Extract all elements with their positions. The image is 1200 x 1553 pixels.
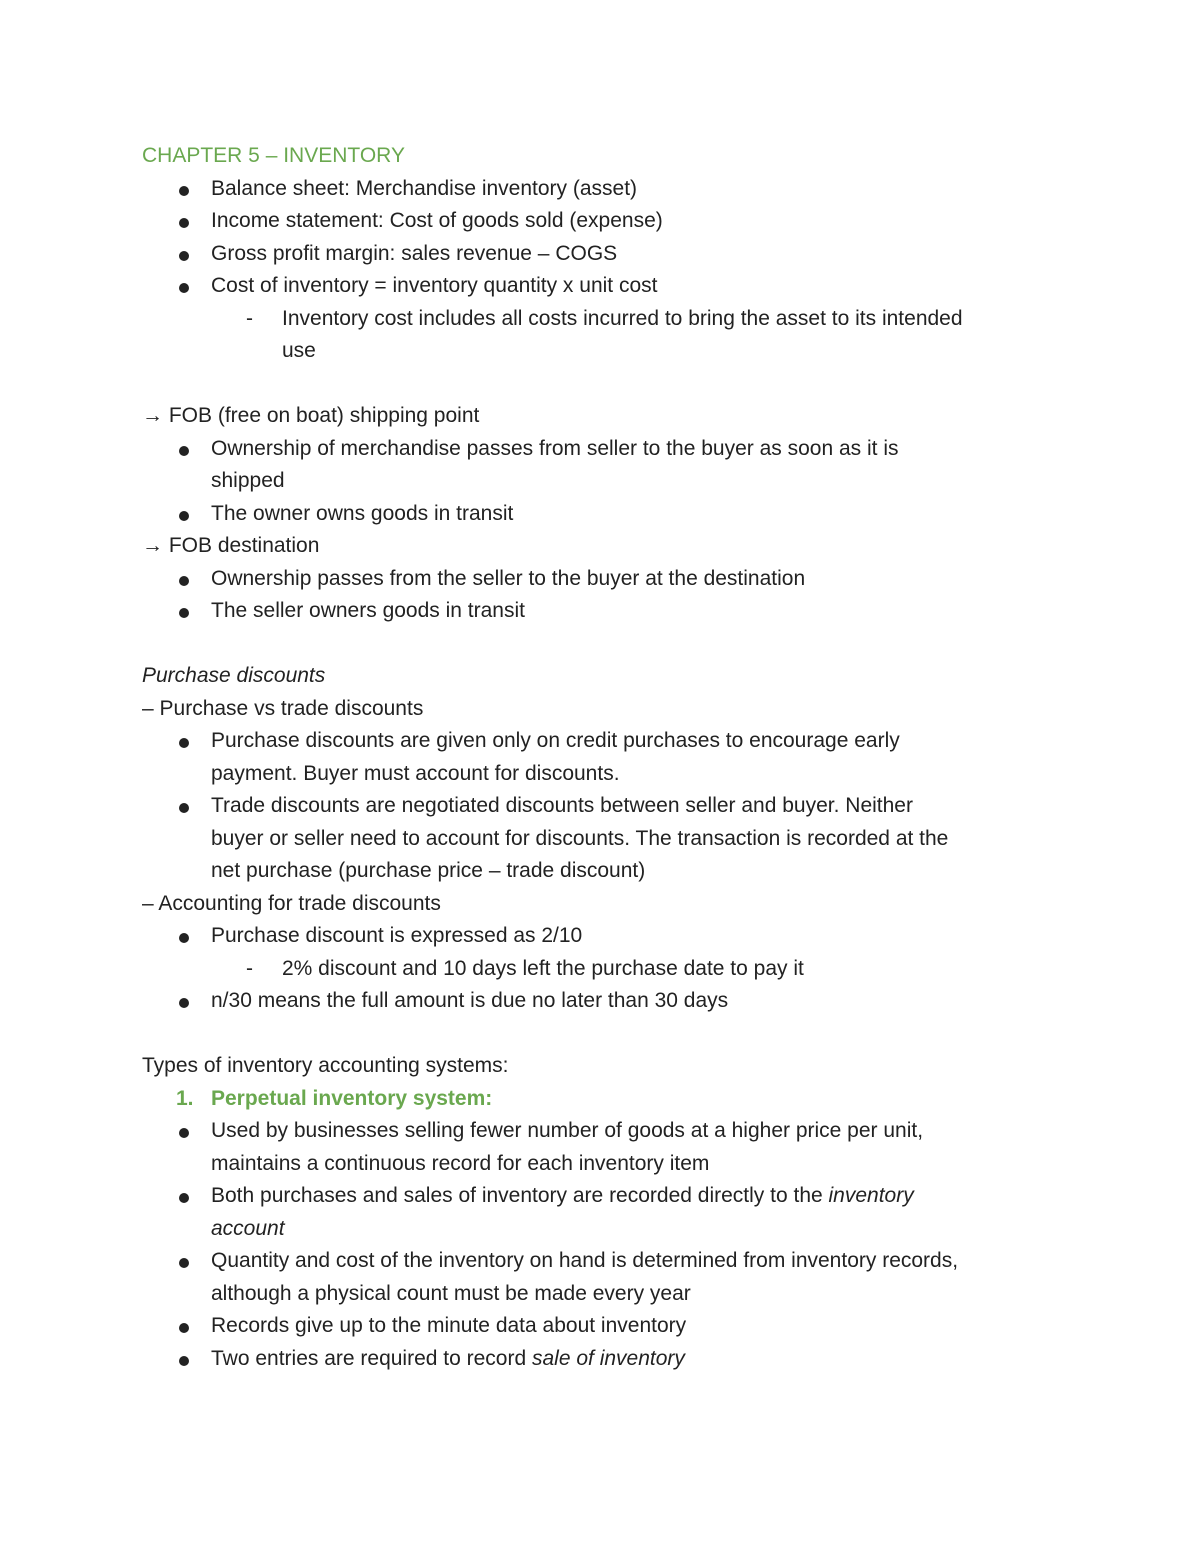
sub-list-item-text: Inventory cost includes all costs incurred to bring the asset to its intended: [282, 306, 963, 330]
section-heading-fob-destination: → FOB destination: [142, 534, 320, 557]
spacer: [142, 628, 1062, 661]
sub-list-item-continuation: use: [282, 339, 316, 362]
bullet-icon: [179, 1193, 189, 1203]
list-item-continuation: shipped: [211, 469, 285, 492]
bullet-icon: [179, 1128, 189, 1138]
chapter-title: CHAPTER 5 – INVENTORY: [142, 144, 405, 167]
list-item: [142, 1343, 1062, 1376]
list-item-text: Used by businesses selling fewer number of goods at a higher price per unit,: [211, 1119, 924, 1142]
list-item: [142, 498, 1062, 531]
list-item: [142, 1245, 1062, 1278]
spacer: [142, 1018, 1062, 1051]
italic-term: inventory: [828, 1184, 914, 1207]
bullet-icon: [179, 446, 189, 456]
list-item-text: Ownership passes from the seller to the buyer at the destination: [211, 566, 806, 590]
italic-heading: Purchase discounts: [142, 664, 326, 687]
numbered-heading-text: Perpetual inventory system:: [211, 1086, 493, 1110]
bullet-icon: [179, 738, 189, 748]
bullet-icon: [179, 283, 189, 293]
numbered-heading: [142, 1083, 1062, 1116]
bullet-icon: [179, 803, 189, 813]
list-item: [142, 563, 1062, 596]
list-item-text: The seller owners goods in transit: [211, 599, 525, 622]
bullet-icon: [179, 1323, 189, 1333]
section-heading-systems: Types of inventory accounting systems:: [142, 1054, 509, 1077]
list-item: [142, 433, 1062, 466]
sub-list-item: [142, 953, 1062, 986]
list-item: [142, 270, 1062, 303]
bullet-icon: [179, 608, 189, 618]
list-number: 1.: [176, 1086, 194, 1110]
list-item-text: Two entries are required to record: [211, 1346, 532, 1370]
list-item-text: Balance sheet: Merchandise inventory (asset): [211, 176, 638, 200]
list-item: [142, 790, 1062, 823]
list-item-text: Records give up to the minute data about inventory: [211, 1314, 687, 1337]
list-item: [142, 1115, 1062, 1148]
list-item-text: n/30 means the full amount is due no later than 30 days: [211, 989, 729, 1012]
list-item: [142, 1310, 1062, 1343]
list-item-text: Ownership of merchandise passes from seller to the buyer as soon as it is: [211, 436, 899, 460]
list-item-continuation: buyer or seller need to account for discounts. The transaction is recorded at the: [211, 826, 949, 850]
sub-list-item: [142, 303, 1062, 336]
list-item-text: Gross profit margin: sales revenue – COGS: [211, 241, 618, 265]
dash-marker: -: [246, 956, 253, 980]
bullet-icon: [179, 511, 189, 521]
list-item: [142, 595, 1062, 628]
list-item-text: Cost of inventory = inventory quantity x unit cost: [211, 274, 658, 297]
subsection-heading: – Purchase vs trade discounts: [142, 696, 424, 720]
bullet-icon: [179, 1356, 189, 1366]
bullet-icon: [179, 576, 189, 586]
list-item-continuation: [142, 1213, 1062, 1246]
subsection-heading: – Accounting for trade discounts: [142, 891, 441, 915]
list-item: [142, 1180, 1062, 1213]
list-item-text: Income statement: Cost of goods sold (expense): [211, 209, 663, 232]
list-item: [142, 920, 1062, 953]
bullet-icon: [179, 186, 189, 196]
list-item-text: Both purchases and sales of inventory are recorded directly to the: [211, 1184, 829, 1207]
list-item: [142, 205, 1062, 238]
section-heading-fob-shipping: → FOB (free on boat) shipping point: [142, 404, 480, 427]
list-item: [142, 238, 1062, 271]
italic-term: sale of inventory: [532, 1346, 685, 1370]
bullet-icon: [179, 251, 189, 261]
list-item-text: Purchase discounts are given only on credit purchases to encourage early: [211, 729, 900, 752]
list-item-continuation: maintains a continuous record for each inventory item: [211, 1151, 710, 1175]
list-item: [142, 725, 1062, 758]
bullet-icon: [179, 933, 189, 943]
section-heading-purchase-discounts: [142, 660, 1062, 693]
bullet-icon: [179, 218, 189, 228]
bullet-icon: [179, 998, 189, 1008]
bullet-icon: [179, 1258, 189, 1268]
italic-term: account: [211, 1216, 285, 1240]
document-page: [142, 140, 1062, 1375]
list-item-continuation: payment. Buyer must account for discounts.: [211, 761, 620, 785]
spacer: [142, 368, 1062, 401]
list-item: [142, 985, 1062, 1018]
list-item: [142, 173, 1062, 206]
list-item-text: The owner owns goods in transit: [211, 501, 514, 525]
sub-list-item-text: 2% discount and 10 days left the purchase date to pay it: [282, 956, 804, 980]
list-item-text: Quantity and cost of the inventory on hand is determined from inventory records,: [211, 1249, 959, 1272]
list-item-text: Trade discounts are negotiated discounts between seller and buyer. Neither: [211, 794, 913, 817]
list-item-text: Purchase discount is expressed as 2/10: [211, 924, 583, 947]
dash-marker: -: [246, 306, 253, 330]
list-item-continuation: although a physical count must be made every year: [211, 1281, 691, 1305]
list-item-continuation: net purchase (purchase price – trade discount): [211, 859, 646, 882]
